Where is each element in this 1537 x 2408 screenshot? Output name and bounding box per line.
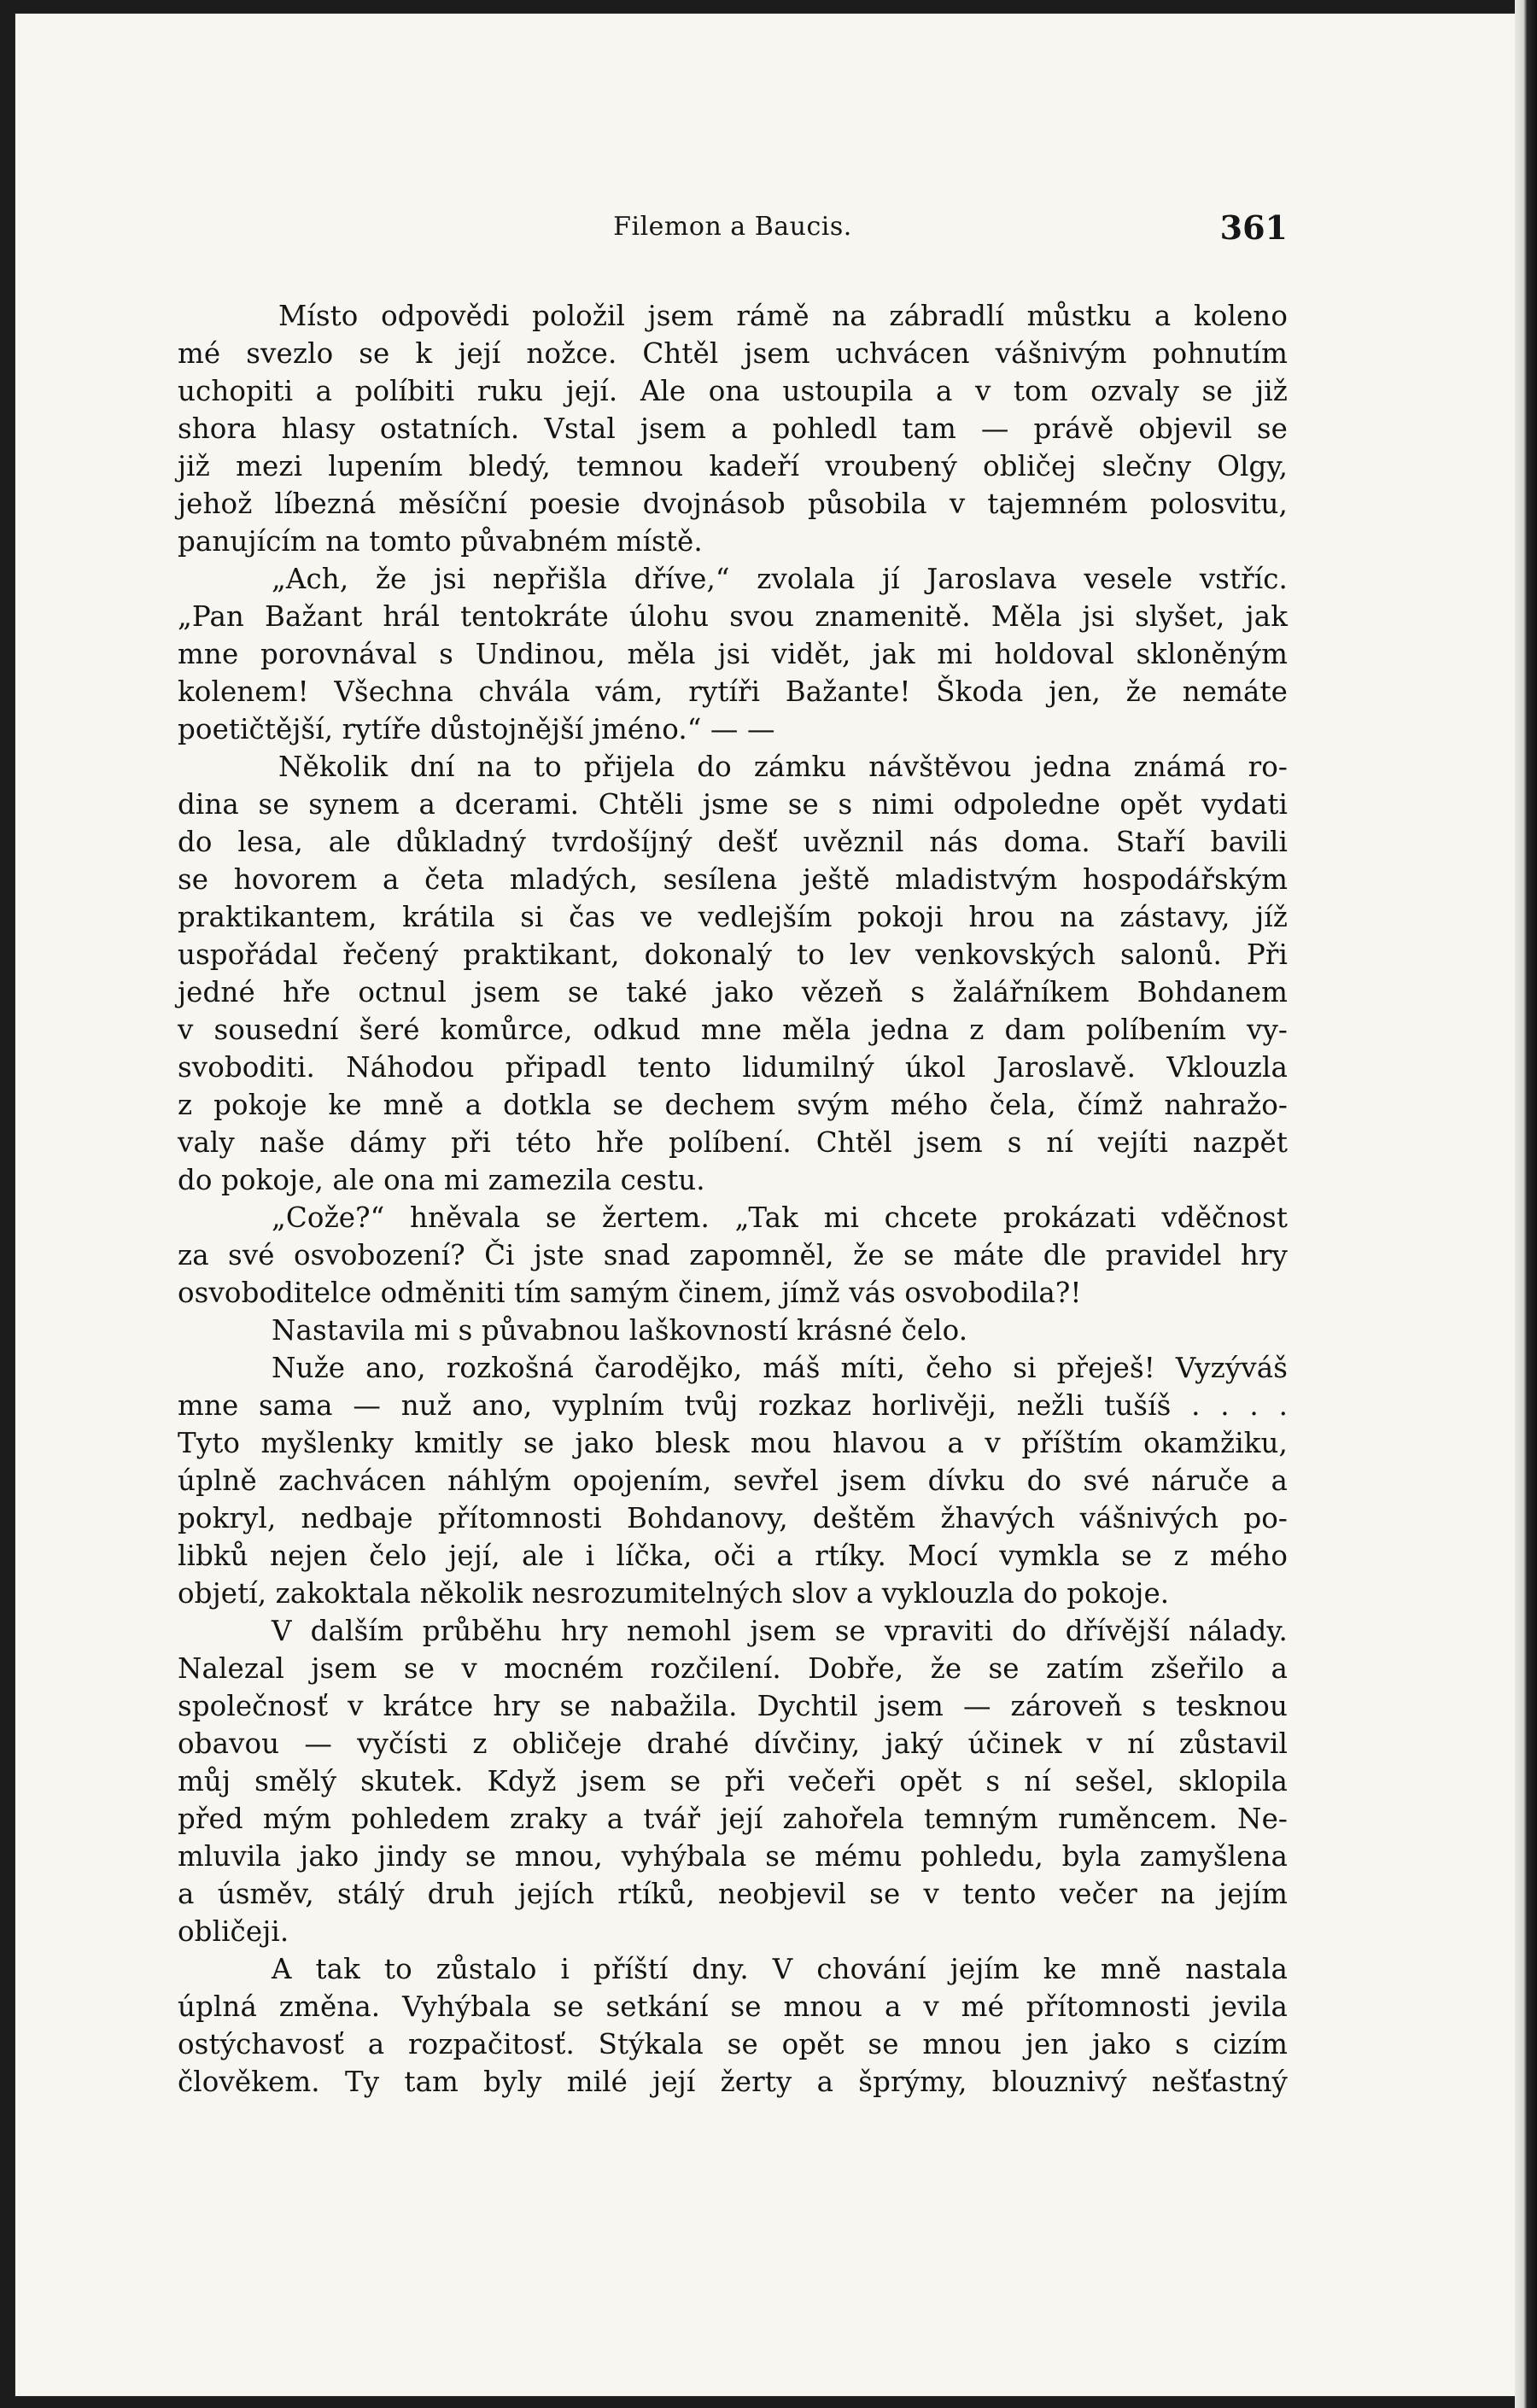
text-line: dina se synem a dcerami. Chtěli jsme se s nimi odpoledne opět vydati — [178, 788, 1288, 821]
text-line: kolenem! Všechna chvála vám, rytíři Bažante! Škoda jen, že nemáte — [178, 675, 1288, 708]
text-line: mluvila jako jindy se mnou, vyhýbala se mému pohledu, byla zamyšlena — [178, 1840, 1288, 1873]
paragraph — [178, 1312, 1288, 1349]
text-line: objetí, zakoktala několik nesrozumitelných slov a vyklouzla do pokoje. — [178, 1577, 1170, 1610]
page-number: 361 — [1219, 208, 1288, 247]
book-spine-edge — [1515, 0, 1537, 2408]
text-line: v sousední šeré komůrce, odkud mne měla jedna z dam políbením vy- — [178, 1014, 1288, 1046]
text-line: valy naše dámy při této hře políbení. Chtěl jsem s ní vejíti nazpět — [178, 1126, 1288, 1159]
text-line: „Ach, že jsi nepřišla dříve,“ zvolala jí Jaroslava vesele vstříc. — [272, 563, 1288, 595]
text-line: Nalezal jsem se v mocném rozčilení. Dobře, že se zatím zšeřilo a — [178, 1652, 1288, 1685]
text-line: obličeji. — [178, 1915, 289, 1948]
text-line: a úsměv, stálý druh jejích rtíků, neobjevil se v tento večer na jejím — [178, 1878, 1288, 1910]
text-line: mne porovnával s Undinou, měla jsi vidět, jak mi holdoval skloněným — [178, 638, 1288, 670]
text-line: do lesa, ale důkladný tvrdošíjný dešť uvěznil nás doma. Staří bavili — [178, 826, 1288, 858]
text-line: ostýchavosť a rozpačitosť. Stýkala se opět se mnou jen jako s cizím — [178, 2028, 1288, 2060]
text-line: před mým pohledem zraky a tvář její zahořela temným ruměncem. Ne- — [178, 1803, 1288, 1835]
text-line: můj smělý skutek. Když jsem se při večeři opět s ní sešel, sklopila — [178, 1765, 1288, 1797]
paragraph — [178, 297, 1288, 560]
page-header — [178, 208, 1288, 254]
text-line: Nastavila mi s půvabnou laškovností krásné čelo. — [272, 1314, 968, 1347]
text-line: praktikantem, krátila si čas ve vedlejším pokoji hrou na zástavy, jíž — [178, 901, 1288, 933]
text-line: do pokoje, ale ona mi zamezila cestu. — [178, 1164, 705, 1196]
text-line: uchopiti a políbiti ruku její. Ale ona ustoupila a v tom ozvaly se již — [178, 375, 1288, 407]
text-line: z pokoje ke mně a dotkla se dechem svým mého čela, čímž nahražo- — [178, 1089, 1288, 1121]
text-line: se hovorem a četa mladých, sesílena ještě mladistvým hospodářským — [178, 863, 1288, 896]
text-line: Tyto myšlenky kmitly se jako blesk mou hlavou a v příštím okamžiku, — [178, 1427, 1288, 1459]
text-line: pokryl, nedbaje přítomnosti Bohdanovy, deštěm žhavých vášnivých po- — [178, 1502, 1288, 1534]
text-line: A tak to zůstalo i příští dny. V chování jejím ke mně nastala — [272, 1953, 1288, 1985]
running-title: Filemon a Baucis. — [613, 212, 852, 242]
text-line: panujícím na tomto půvabném místě. — [178, 525, 703, 558]
paragraph — [178, 1612, 1288, 1950]
text-line: již mezi lupením bledý, temnou kadeří vroubený obličej slečny Olgy, — [178, 450, 1288, 482]
text-line: jehož líbezná měsíční poesie dvojnásob působila v tajemném polosvitu, — [178, 488, 1288, 520]
text-line: mé svezlo se k její nožce. Chtěl jsem uchvácen vášnivým pohnutím — [178, 337, 1288, 370]
text-line: shora hlasy ostatních. Vstal jsem a pohledl tam — právě objevil se — [178, 412, 1288, 445]
paragraph — [178, 1950, 1288, 2101]
text-line: „Cože?“ hněvala se žertem. „Tak mi chcete prokázati vděčnost — [272, 1201, 1288, 1234]
body-text — [178, 297, 1288, 2101]
text-line: úplně zachvácen náhlým opojením, sevřel jsem dívku do své náruče a — [178, 1464, 1288, 1497]
text-line: uspořádal řečený praktikant, dokonalý to lev venkovských salonů. Při — [178, 938, 1288, 971]
text-line: osvoboditelce odměniti tím samým činem, jímž vás osvobodila?! — [178, 1277, 1082, 1309]
paragraph — [178, 560, 1288, 748]
text-line: člověkem. Ty tam byly milé její žerty a šprýmy, blouznivý nešťastný — [178, 2066, 1288, 2098]
text-line: libků nejen čelo její, ale i líčka, oči a rtíky. Mocí vymkla se z mého — [178, 1540, 1288, 1572]
text-line: „Pan Bažant hrál tentokráte úlohu svou znamenitě. Měla jsi slyšet, jak — [178, 600, 1288, 633]
paragraph — [178, 1199, 1288, 1312]
text-line: obavou — vyčísti z obličeje drahé dívčiny, jaký účinek v ní zůstavil — [178, 1727, 1288, 1760]
text-line: za své osvobození? Či jste snad zapomněl, že se máte dle pravidel hry — [178, 1239, 1288, 1271]
text-line: jedné hře octnul jsem se také jako vězeň s žalářníkem Bohdanem — [178, 976, 1288, 1008]
paragraph — [178, 1349, 1288, 1612]
text-line: V dalším průběhu hry nemohl jsem se vpraviti do dřívější nálady. — [272, 1615, 1288, 1647]
text-line: svoboditi. Náhodou připadl tento lidumilný úkol Jaroslavě. Vklouzla — [178, 1051, 1288, 1084]
text-line: poetičtější, rytíře důstojnější jméno.“ — — — [178, 713, 775, 745]
text-line: mne sama — nuž ano, vyplním tvůj rozkaz horlivěji, nežli tušíš . . . . — [178, 1389, 1288, 1422]
text-line: společnosť v krátce hry se nabažila. Dychtil jsem — zároveň s tesknou — [178, 1690, 1288, 1722]
text-line: úplná změna. Vyhýbala se setkání se mnou a v mé přítomnosti jevila — [178, 1990, 1288, 2023]
paragraph — [178, 748, 1288, 1199]
book-page — [15, 14, 1517, 2396]
text-line: Několik dní na to přijela do zámku návštěvou jedna známá ro- — [278, 751, 1288, 783]
text-line: Nuže ano, rozkošná čarodějko, máš míti, čeho si přeješ! Vyzýváš — [272, 1352, 1288, 1384]
text-line: Místo odpovědi položil jsem rámě na zábradlí můstku a koleno — [278, 300, 1288, 332]
